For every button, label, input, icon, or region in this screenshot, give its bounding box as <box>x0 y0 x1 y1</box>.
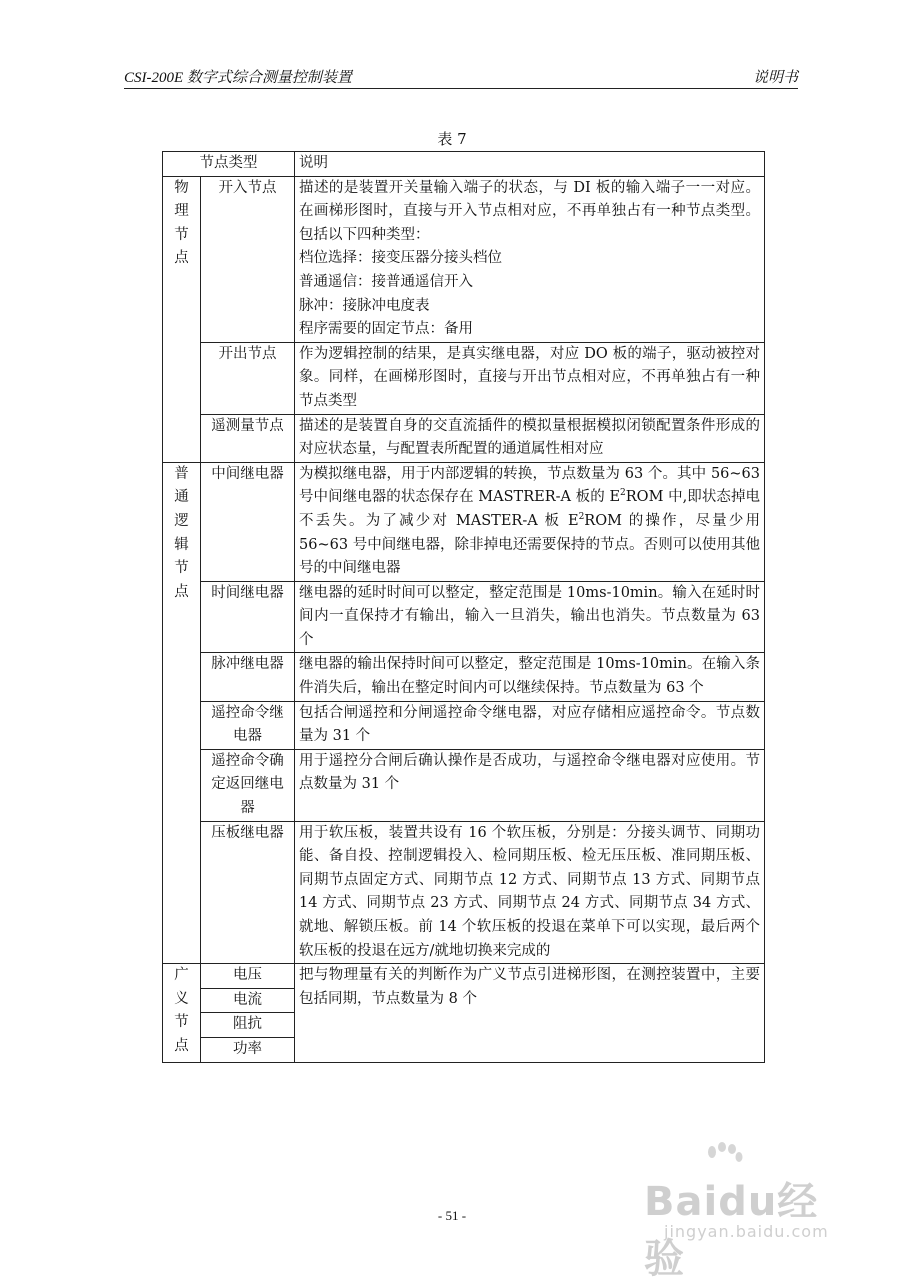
node-type-table <box>162 151 765 1063</box>
node-subtype: 电压 <box>201 964 295 989</box>
header-node-type: 节点类型 <box>163 152 295 177</box>
watermark-brand: Baidu经验 <box>644 1179 819 1282</box>
node-type: 中间继电器 <box>201 462 295 581</box>
node-type: 脉冲继电器 <box>201 653 295 701</box>
table-row <box>163 701 765 749</box>
table-row <box>163 964 765 989</box>
node-description: 把与物理量有关的判断作为广义节点引进梯形图，在测控装置中，主要包括同期，节点数量为 8 个 <box>295 964 765 1062</box>
node-subtype: 阻抗 <box>201 1013 295 1038</box>
node-description: 用于软压板，装置共设有 16 个软压板，分别是：分接头调节、同期功能、备自投、控制逻辑投入、检同期压板、检无压压板、准同期压板、同期节点固定方式、同期节点 12 方式、同期节点 13 方式、同期节点 14 方式、同期节点 23 方式、同期节点 24 方式、同期节点 34 方式、就地、解锁压板。前 14 个软压板的投退在菜单下可以实现，最后两个软压板的投退在远方/就地切换来完成的 <box>295 821 765 964</box>
table-header-row <box>163 152 765 177</box>
watermark-url: jingyan.baidu.com <box>664 1222 829 1241</box>
node-type: 时间继电器 <box>201 581 295 653</box>
category-physical: 物 理 节 点 <box>163 176 201 462</box>
node-type: 压板继电器 <box>201 821 295 964</box>
table-row <box>163 176 765 342</box>
page-header <box>124 64 798 89</box>
table-row <box>163 653 765 701</box>
node-description: 继电器的输出保持时间可以整定，整定范围是 10ms-10min。在输入条件消失后，输出在整定时间内可以继续保持。节点数量为 63 个 <box>295 653 765 701</box>
node-subtype: 功率 <box>201 1037 295 1062</box>
page-number: - 51 - <box>437 1208 467 1223</box>
category-general: 广 义 节 点 <box>163 964 201 1062</box>
node-type: 遥控命令确定返回继电器 <box>201 749 295 821</box>
table-row <box>163 414 765 462</box>
paw-icon <box>704 1142 744 1172</box>
header-doc-type: 说明书 <box>752 70 798 86</box>
baidu-watermark <box>624 1142 854 1282</box>
category-logic: 普 通 逻 辑 节 点 <box>163 462 201 963</box>
table-row <box>163 342 765 414</box>
node-subtype: 电流 <box>201 988 295 1013</box>
node-description: 描述的是装置自身的交直流插件的模拟量根据模拟闭锁配置条件形成的对应状态量，与配置表所配置的通道属性相对应 <box>295 414 765 462</box>
node-description: 用于遥控分合闸后确认操作是否成功，与遥控命令继电器对应使用。节点数量为 31 个 <box>295 749 765 821</box>
table-row <box>163 749 765 821</box>
table-row <box>163 581 765 653</box>
header-description: 说明 <box>295 152 765 177</box>
header-title: CSI-200E 数字式综合测量控制装置 <box>124 70 352 86</box>
node-description: 描述的是装置开关量输入端子的状态，与 DI 板的输入端子一一对应。在画梯形图时，直接与开入节点相对应，不再单独占有一种节点类型。包括以下四种类型： 档位选择：接变压器分接头档位 普通遥信：接普通遥信开入 脉冲：接脉冲电度表 程序需要的固定节点：备用 <box>295 176 765 342</box>
node-description: 作为逻辑控制的结果，是真实继电器，对应 DO 板的端子，驱动被控对象。同样，在画梯形图时，直接与开出节点相对应，不再单独占有一种节点类型 <box>295 342 765 414</box>
node-type: 开出节点 <box>201 342 295 414</box>
node-description: 为模拟继电器，用于内部逻辑的转换，节点数量为 63 个。其中 56~63 号中间继电器的状态保存在 MASTRER-A 板的 $E^2ROM$ 中,即状态掉电不丢失。为了减少对 MASTER-A 板 $E^2ROM$ 的操作，尽量少用 56~63 号中间继电器，除非掉电还需要保持的节点。否则可以使用其他号的中间继电器 <box>295 462 765 581</box>
node-description: 包括合闸遥控和分闸遥控命令继电器，对应存储相应遥控命令。节点数量为 31 个 <box>295 701 765 749</box>
node-type: 遥测量节点 <box>201 414 295 462</box>
table-row <box>163 821 765 964</box>
node-type: 遥控命令继电器 <box>201 701 295 749</box>
table-caption: 表 7 <box>437 130 467 148</box>
node-description: 继电器的延时时间可以整定，整定范围是 10ms-10min。输入在延时时间内一直保持才有输出，输入一旦消失，输出也消失。节点数量为 63 个 <box>295 581 765 653</box>
node-type: 开入节点 <box>201 176 295 342</box>
table-row <box>163 462 765 581</box>
